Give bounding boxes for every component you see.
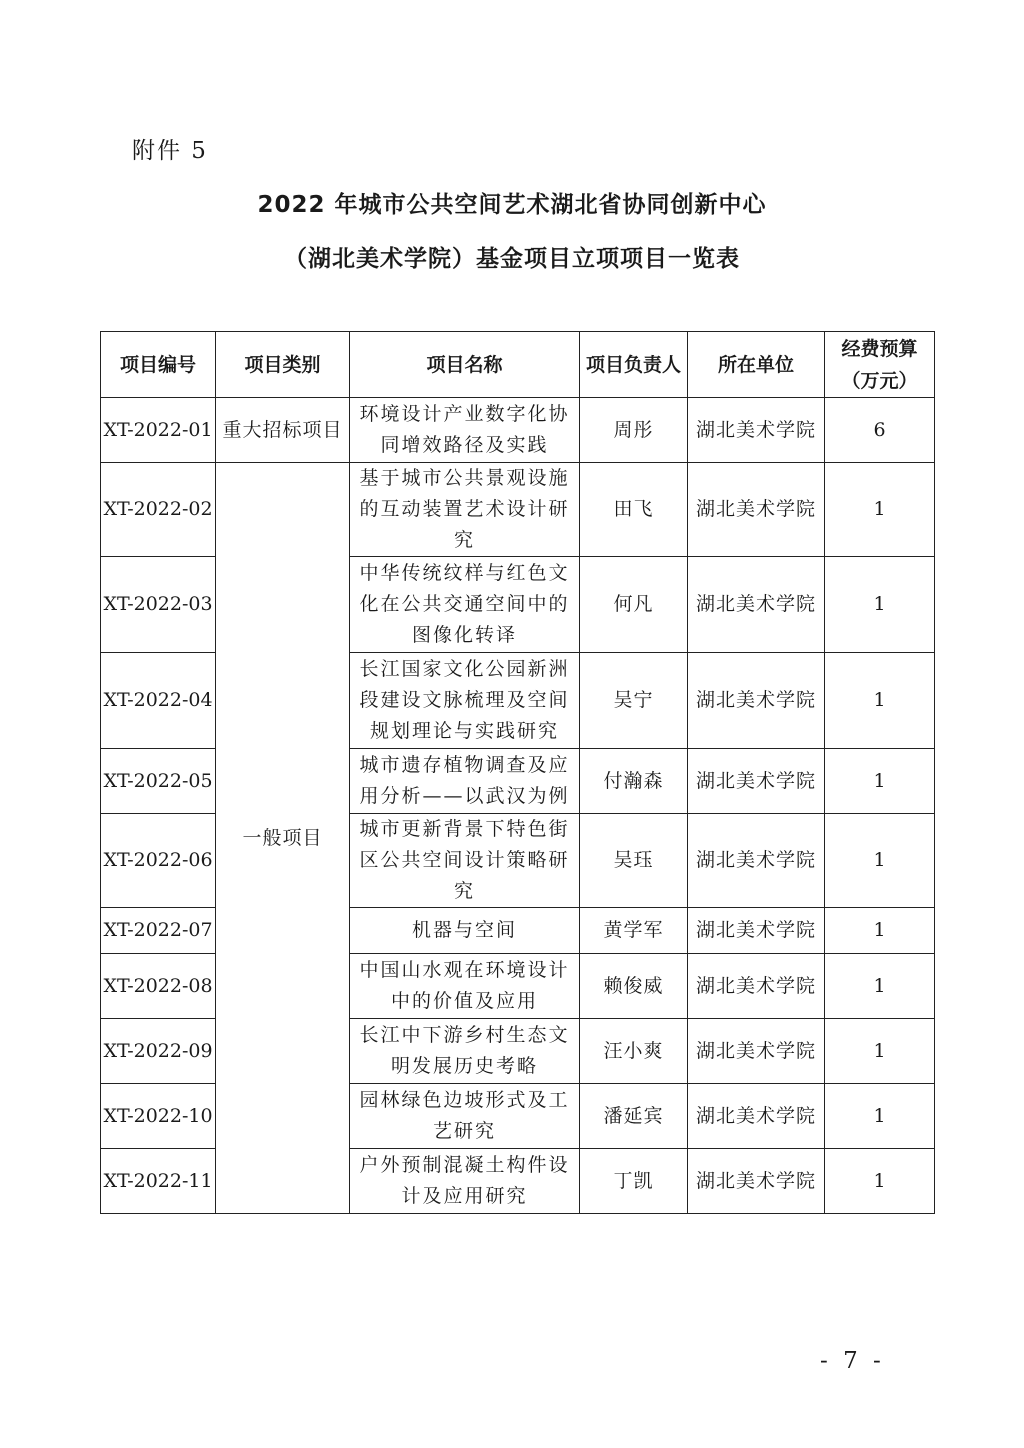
row-code: XT-2022-08 [101, 954, 216, 1019]
header-code: 项目编号 [101, 332, 216, 398]
row-name: 中国山水观在环境设计中的价值及应用 [350, 954, 580, 1019]
row-leader: 黄学军 [580, 908, 688, 954]
row-budget: 1 [825, 1019, 935, 1084]
row-code: XT-2022-02 [101, 463, 216, 557]
row-budget: 1 [825, 1149, 935, 1214]
row-name: 城市更新背景下特色街区公共空间设计策略研究 [350, 814, 580, 908]
row-leader: 周彤 [580, 398, 688, 463]
row-name: 城市遗存植物调查及应用分析——以武汉为例 [350, 749, 580, 814]
row-budget: 6 [825, 398, 935, 463]
row-category: 重大招标项目 [216, 398, 350, 463]
table-row [101, 463, 935, 557]
row-leader: 赖俊威 [580, 954, 688, 1019]
document-title-line-1: 2022 年城市公共空间艺术湖北省协同创新中心 [257, 192, 767, 218]
row-name: 机器与空间 [350, 908, 580, 954]
row-unit: 湖北美术学院 [688, 463, 825, 557]
row-leader: 田飞 [580, 463, 688, 557]
row-leader: 潘延宾 [580, 1084, 688, 1149]
page-number: - 7 - [820, 1348, 885, 1374]
row-unit: 湖北美术学院 [688, 954, 825, 1019]
row-name: 基于城市公共景观设施的互动装置艺术设计研究 [350, 463, 580, 557]
row-code: XT-2022-03 [101, 557, 216, 653]
header-budget-line2: （万元） [841, 369, 918, 392]
header-leader: 项目负责人 [580, 332, 688, 398]
row-budget: 1 [825, 463, 935, 557]
row-budget: 1 [825, 1084, 935, 1149]
row-leader: 吴珏 [580, 814, 688, 908]
attachment-label: 附件 5 [132, 138, 208, 164]
row-unit: 湖北美术学院 [688, 1084, 825, 1149]
row-unit: 湖北美术学院 [688, 398, 825, 463]
row-code: XT-2022-09 [101, 1019, 216, 1084]
project-table [100, 331, 935, 1214]
header-budget [825, 332, 935, 398]
row-name: 长江中下游乡村生态文明发展历史考略 [350, 1019, 580, 1084]
row-unit: 湖北美术学院 [688, 908, 825, 954]
row-name: 中华传统纹样与红色文化在公共交通空间中的图像化转译 [350, 557, 580, 653]
row-code: XT-2022-06 [101, 814, 216, 908]
row-budget: 1 [825, 749, 935, 814]
table-row [101, 398, 935, 463]
row-budget: 1 [825, 954, 935, 1019]
row-name: 园林绿色边坡形式及工艺研究 [350, 1084, 580, 1149]
row-leader: 吴宁 [580, 653, 688, 749]
row-category-general: 一般项目 [216, 463, 350, 1214]
row-name: 长江国家文化公园新洲段建设文脉梳理及空间规划理论与实践研究 [350, 653, 580, 749]
row-leader: 何凡 [580, 557, 688, 653]
row-budget: 1 [825, 908, 935, 954]
row-unit: 湖北美术学院 [688, 557, 825, 653]
header-category: 项目类别 [216, 332, 350, 398]
row-code: XT-2022-10 [101, 1084, 216, 1149]
header-name: 项目名称 [350, 332, 580, 398]
row-leader: 丁凯 [580, 1149, 688, 1214]
row-budget: 1 [825, 653, 935, 749]
row-code: XT-2022-07 [101, 908, 216, 954]
row-unit: 湖北美术学院 [688, 1149, 825, 1214]
row-code: XT-2022-11 [101, 1149, 216, 1214]
header-unit: 所在单位 [688, 332, 825, 398]
document-title-line-2: （湖北美术学院）基金项目立项项目一览表 [284, 246, 740, 272]
row-code: XT-2022-01 [101, 398, 216, 463]
row-name: 环境设计产业数字化协同增效路径及实践 [350, 398, 580, 463]
row-unit: 湖北美术学院 [688, 814, 825, 908]
table-header-row [101, 332, 935, 398]
row-leader: 付瀚森 [580, 749, 688, 814]
header-budget-line1: 经费预算 [841, 337, 918, 360]
row-name: 户外预制混凝土构件设计及应用研究 [350, 1149, 580, 1214]
row-budget: 1 [825, 814, 935, 908]
row-unit: 湖北美术学院 [688, 749, 825, 814]
row-budget: 1 [825, 557, 935, 653]
row-code: XT-2022-04 [101, 653, 216, 749]
row-unit: 湖北美术学院 [688, 1019, 825, 1084]
row-unit: 湖北美术学院 [688, 653, 825, 749]
row-code: XT-2022-05 [101, 749, 216, 814]
row-leader: 汪小爽 [580, 1019, 688, 1084]
